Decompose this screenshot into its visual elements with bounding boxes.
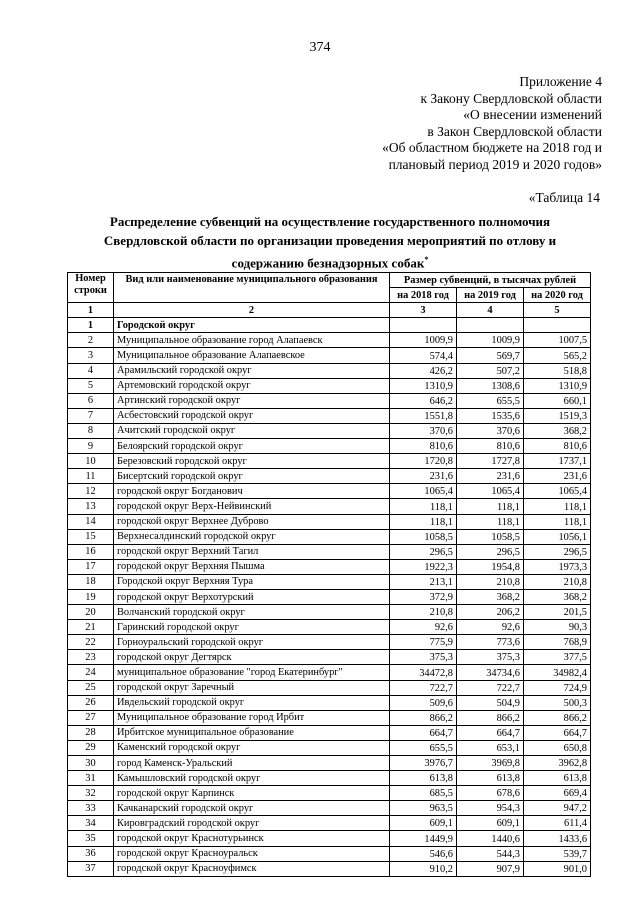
column-index: 3 xyxy=(390,303,457,318)
row-number: 35 xyxy=(68,831,114,846)
row-number: 36 xyxy=(68,846,114,861)
row-number: 1 xyxy=(68,318,114,333)
footnote-mark: * xyxy=(424,255,429,264)
value-2018: 685,5 xyxy=(390,786,457,801)
value-2019: 504,9 xyxy=(457,695,524,710)
row-number: 20 xyxy=(68,605,114,620)
value-2018: 34472,8 xyxy=(390,665,457,680)
value-2018: 372,9 xyxy=(390,589,457,604)
value-2020: 296,5 xyxy=(524,544,591,559)
value-2019: 1954,8 xyxy=(457,559,524,574)
value-2019: 1065,4 xyxy=(457,484,524,499)
value-2020: 1007,5 xyxy=(524,333,591,348)
appendix-line: к Закону Свердловской области xyxy=(420,90,602,106)
empty-cell xyxy=(390,318,457,333)
table-row xyxy=(68,423,591,438)
table-body xyxy=(68,318,591,876)
table-row xyxy=(68,740,591,755)
table-row xyxy=(68,393,591,408)
value-2018: 118,1 xyxy=(390,499,457,514)
value-2020: 377,5 xyxy=(524,650,591,665)
value-2019: 3969,8 xyxy=(457,756,524,771)
group-name: Городской округ xyxy=(114,318,390,333)
row-number: 4 xyxy=(68,363,114,378)
row-number: 18 xyxy=(68,574,114,589)
appendix-line: «Об областном бюджете на 2018 год и xyxy=(382,140,602,155)
value-2020: 1737,1 xyxy=(524,454,591,469)
municipality-name: Волчанский городской округ xyxy=(114,605,390,620)
value-2019: 866,2 xyxy=(457,710,524,725)
municipality-name: Ирбитское муниципальное образование xyxy=(114,725,390,740)
value-2019: 210,8 xyxy=(457,574,524,589)
table-row xyxy=(68,816,591,831)
municipality-name: муниципальное образование "город Екатеринбург" xyxy=(114,665,390,680)
value-2020: 660,1 xyxy=(524,393,591,408)
value-2020: 90,3 xyxy=(524,620,591,635)
municipality-name: Березовский городской округ xyxy=(114,454,390,469)
value-2020: 118,1 xyxy=(524,499,591,514)
appendix-header xyxy=(302,74,602,173)
value-2019: 544,3 xyxy=(457,846,524,861)
row-number: 27 xyxy=(68,710,114,725)
row-number: 23 xyxy=(68,650,114,665)
row-number: 24 xyxy=(68,665,114,680)
municipality-name: Муниципальное образование город Ирбит xyxy=(114,710,390,725)
value-2020: 1065,4 xyxy=(524,484,591,499)
table-row xyxy=(68,680,591,695)
row-number: 16 xyxy=(68,544,114,559)
value-2019: 1535,6 xyxy=(457,408,524,423)
table-row xyxy=(68,801,591,816)
value-2019: 92,6 xyxy=(457,620,524,635)
header-row-number: Номер строки xyxy=(68,273,114,303)
value-2018: 92,6 xyxy=(390,620,457,635)
municipality-name: Бисертский городской округ xyxy=(114,469,390,484)
municipality-name: городской округ Верхний Тагил xyxy=(114,544,390,559)
row-number: 9 xyxy=(68,439,114,454)
value-2020: 947,2 xyxy=(524,801,591,816)
municipality-name: городской округ Карпинск xyxy=(114,786,390,801)
value-2018: 1449,9 xyxy=(390,831,457,846)
municipality-name: Ачитский городской округ xyxy=(114,423,390,438)
value-2019: 296,5 xyxy=(457,544,524,559)
value-2020: 201,5 xyxy=(524,605,591,620)
municipality-name: городской округ Краснотурьинск xyxy=(114,831,390,846)
municipality-name: Арамильский городской округ xyxy=(114,363,390,378)
table-row xyxy=(68,620,591,635)
row-number: 21 xyxy=(68,620,114,635)
municipality-name: Качканарский городской округ xyxy=(114,801,390,816)
row-number: 28 xyxy=(68,725,114,740)
row-number: 12 xyxy=(68,484,114,499)
value-2020: 34982,4 xyxy=(524,665,591,680)
row-number: 37 xyxy=(68,861,114,876)
value-2018: 210,8 xyxy=(390,605,457,620)
value-2019: 569,7 xyxy=(457,348,524,363)
value-2019: 907,9 xyxy=(457,861,524,876)
table-row xyxy=(68,786,591,801)
value-2020: 613,8 xyxy=(524,771,591,786)
header-2019: на 2019 год xyxy=(457,288,524,303)
row-number: 8 xyxy=(68,423,114,438)
value-2019: 375,3 xyxy=(457,650,524,665)
table-row xyxy=(68,333,591,348)
table-label: «Таблица 14 xyxy=(528,190,600,205)
value-2018: 1922,3 xyxy=(390,559,457,574)
value-2018: 910,2 xyxy=(390,861,457,876)
municipality-name: Артинский городской округ xyxy=(114,393,390,408)
table-row xyxy=(68,408,591,423)
row-number: 7 xyxy=(68,408,114,423)
value-2018: 810,6 xyxy=(390,439,457,454)
table-row xyxy=(68,695,591,710)
value-2020: 724,9 xyxy=(524,680,591,695)
value-2018: 722,7 xyxy=(390,680,457,695)
value-2019: 664,7 xyxy=(457,725,524,740)
title-line: Распределение субвенций на осуществление государственного полномочия xyxy=(109,214,551,229)
appendix-line: «О внесении изменений xyxy=(463,107,602,122)
table-row xyxy=(68,635,591,650)
municipality-name: городской округ Верхотурский xyxy=(114,589,390,604)
value-2020: 901,0 xyxy=(524,861,591,876)
value-2020: 1310,9 xyxy=(524,378,591,393)
municipality-name: Муниципальное образование Алапаевское xyxy=(114,348,390,363)
value-2019: 231,6 xyxy=(457,469,524,484)
municipality-name: Городской округ Верхняя Тура xyxy=(114,574,390,589)
value-2020: 3962,8 xyxy=(524,756,591,771)
header-municipality: Вид или наименование муниципального образования xyxy=(114,273,390,303)
row-number: 13 xyxy=(68,499,114,514)
row-number: 33 xyxy=(68,801,114,816)
table-row xyxy=(68,499,591,514)
column-index: 1 xyxy=(68,303,114,318)
table-row xyxy=(68,484,591,499)
value-2018: 118,1 xyxy=(390,514,457,529)
value-2020: 518,8 xyxy=(524,363,591,378)
value-2018: 509,6 xyxy=(390,695,457,710)
municipality-name: городской округ Верх-Нейвинский xyxy=(114,499,390,514)
municipality-name: Гаринский городской округ xyxy=(114,620,390,635)
row-number: 15 xyxy=(68,529,114,544)
table-row xyxy=(68,514,591,529)
table-row xyxy=(68,756,591,771)
row-number: 14 xyxy=(68,514,114,529)
title-line: Свердловской области по организации проведения мероприятий по отлову и xyxy=(103,233,557,248)
value-2020: 866,2 xyxy=(524,710,591,725)
value-2018: 1009,9 xyxy=(390,333,457,348)
value-2018: 1310,9 xyxy=(390,378,457,393)
column-index: 5 xyxy=(524,303,591,318)
empty-cell xyxy=(524,318,591,333)
value-2020: 1519,3 xyxy=(524,408,591,423)
row-number: 11 xyxy=(68,469,114,484)
municipality-name: городской округ Заречный xyxy=(114,680,390,695)
value-2018: 426,2 xyxy=(390,363,457,378)
subsidy-table xyxy=(67,272,591,877)
value-2018: 655,5 xyxy=(390,740,457,755)
value-2019: 370,6 xyxy=(457,423,524,438)
value-2019: 609,1 xyxy=(457,816,524,831)
value-2020: 231,6 xyxy=(524,469,591,484)
municipality-name: городской округ Богданович xyxy=(114,484,390,499)
value-2020: 1973,3 xyxy=(524,559,591,574)
value-2019: 810,6 xyxy=(457,439,524,454)
value-2019: 1727,8 xyxy=(457,454,524,469)
group-row xyxy=(68,318,591,333)
table-row xyxy=(68,454,591,469)
value-2020: 210,8 xyxy=(524,574,591,589)
table-row xyxy=(68,846,591,861)
table-row xyxy=(68,710,591,725)
appendix-line: Приложение 4 xyxy=(519,74,602,89)
row-number: 6 xyxy=(68,393,114,408)
value-2020: 500,3 xyxy=(524,695,591,710)
value-2019: 507,2 xyxy=(457,363,524,378)
table-row xyxy=(68,439,591,454)
table-row xyxy=(68,559,591,574)
row-number: 3 xyxy=(68,348,114,363)
column-index: 4 xyxy=(457,303,524,318)
table-row xyxy=(68,529,591,544)
value-2018: 1065,4 xyxy=(390,484,457,499)
value-2019: 653,1 xyxy=(457,740,524,755)
row-number: 31 xyxy=(68,771,114,786)
header-2018: на 2018 год xyxy=(390,288,457,303)
value-2020: 539,7 xyxy=(524,846,591,861)
municipality-name: Кировградский городской округ xyxy=(114,816,390,831)
row-number: 2 xyxy=(68,333,114,348)
municipality-name: Белоярский городской округ xyxy=(114,439,390,454)
page-number: 374 xyxy=(309,40,331,55)
value-2020: 565,2 xyxy=(524,348,591,363)
value-2019: 1009,9 xyxy=(457,333,524,348)
municipality-name: Асбестовский городской округ xyxy=(114,408,390,423)
value-2019: 118,1 xyxy=(457,514,524,529)
value-2020: 611,4 xyxy=(524,816,591,831)
value-2019: 1058,5 xyxy=(457,529,524,544)
value-2020: 650,8 xyxy=(524,740,591,755)
empty-cell xyxy=(457,318,524,333)
title-line-text: содержанию безнадзорных собак xyxy=(231,255,425,271)
header-2020: на 2020 год xyxy=(524,288,591,303)
value-2018: 3976,7 xyxy=(390,756,457,771)
municipality-name: городской округ Дегтярск xyxy=(114,650,390,665)
value-2018: 866,2 xyxy=(390,710,457,725)
value-2019: 773,6 xyxy=(457,635,524,650)
row-number: 19 xyxy=(68,589,114,604)
municipality-name: Каменский городской округ xyxy=(114,740,390,755)
table-row xyxy=(68,650,591,665)
value-2018: 546,6 xyxy=(390,846,457,861)
value-2018: 231,6 xyxy=(390,469,457,484)
value-2019: 613,8 xyxy=(457,771,524,786)
row-number: 26 xyxy=(68,695,114,710)
row-number: 30 xyxy=(68,756,114,771)
municipality-name: городской округ Красноуфимск xyxy=(114,861,390,876)
appendix-line: плановый период 2019 и 2020 годов» xyxy=(388,156,602,172)
municipality-name: Горноуральский городской округ xyxy=(114,635,390,650)
table-row xyxy=(68,771,591,786)
value-2019: 368,2 xyxy=(457,589,524,604)
row-number: 22 xyxy=(68,635,114,650)
appendix-line: в Закон Свердловской области xyxy=(427,123,602,139)
value-2020: 368,2 xyxy=(524,423,591,438)
value-2019: 206,2 xyxy=(457,605,524,620)
value-2019: 954,3 xyxy=(457,801,524,816)
municipality-name: городской округ Верхнее Дуброво xyxy=(114,514,390,529)
table-row xyxy=(68,378,591,393)
value-2019: 655,5 xyxy=(457,393,524,408)
municipality-name: Камышловский городской округ xyxy=(114,771,390,786)
table-row xyxy=(68,605,591,620)
municipality-name: городской округ Верхняя Пышма xyxy=(114,559,390,574)
municipality-name: Артемовский городской округ xyxy=(114,378,390,393)
table-row xyxy=(68,831,591,846)
table-row xyxy=(68,861,591,876)
value-2020: 768,9 xyxy=(524,635,591,650)
value-2018: 1720,8 xyxy=(390,454,457,469)
table-row xyxy=(68,363,591,378)
value-2019: 1440,6 xyxy=(457,831,524,846)
value-2020: 1433,6 xyxy=(524,831,591,846)
municipality-name: город Каменск-Уральский xyxy=(114,756,390,771)
table-row xyxy=(68,725,591,740)
value-2018: 646,2 xyxy=(390,393,457,408)
value-2020: 368,2 xyxy=(524,589,591,604)
title-line xyxy=(70,250,590,272)
row-number: 25 xyxy=(68,680,114,695)
table-row xyxy=(68,589,591,604)
table-row xyxy=(68,469,591,484)
value-2018: 609,1 xyxy=(390,816,457,831)
value-2019: 722,7 xyxy=(457,680,524,695)
municipality-name: Муниципальное образование город Алапаевск xyxy=(114,333,390,348)
value-2018: 213,1 xyxy=(390,574,457,589)
value-2018: 370,6 xyxy=(390,423,457,438)
table-row xyxy=(68,665,591,680)
value-2019: 118,1 xyxy=(457,499,524,514)
row-number: 34 xyxy=(68,816,114,831)
municipality-name: городской округ Красноуральск xyxy=(114,846,390,861)
table-row xyxy=(68,544,591,559)
row-number: 17 xyxy=(68,559,114,574)
document-title xyxy=(70,212,590,272)
row-number: 32 xyxy=(68,786,114,801)
value-2018: 574,4 xyxy=(390,348,457,363)
value-2019: 34734,6 xyxy=(457,665,524,680)
value-2018: 1058,5 xyxy=(390,529,457,544)
value-2019: 678,6 xyxy=(457,786,524,801)
municipality-name: Верхнесалдинский городской округ xyxy=(114,529,390,544)
value-2020: 1056,1 xyxy=(524,529,591,544)
value-2019: 1308,6 xyxy=(457,378,524,393)
value-2018: 664,7 xyxy=(390,725,457,740)
value-2018: 296,5 xyxy=(390,544,457,559)
municipality-name: Ивдельский городской округ xyxy=(114,695,390,710)
value-2020: 669,4 xyxy=(524,786,591,801)
value-2018: 775,9 xyxy=(390,635,457,650)
value-2020: 664,7 xyxy=(524,725,591,740)
value-2018: 613,8 xyxy=(390,771,457,786)
table-row xyxy=(68,348,591,363)
value-2018: 1551,8 xyxy=(390,408,457,423)
row-number: 29 xyxy=(68,740,114,755)
table-row xyxy=(68,574,591,589)
column-index: 2 xyxy=(114,303,390,318)
row-number: 5 xyxy=(68,378,114,393)
row-number: 10 xyxy=(68,454,114,469)
value-2020: 118,1 xyxy=(524,514,591,529)
header-amount: Размер субвенций, в тысячах рублей xyxy=(390,273,591,288)
value-2018: 375,3 xyxy=(390,650,457,665)
value-2020: 810,6 xyxy=(524,439,591,454)
value-2018: 963,5 xyxy=(390,801,457,816)
